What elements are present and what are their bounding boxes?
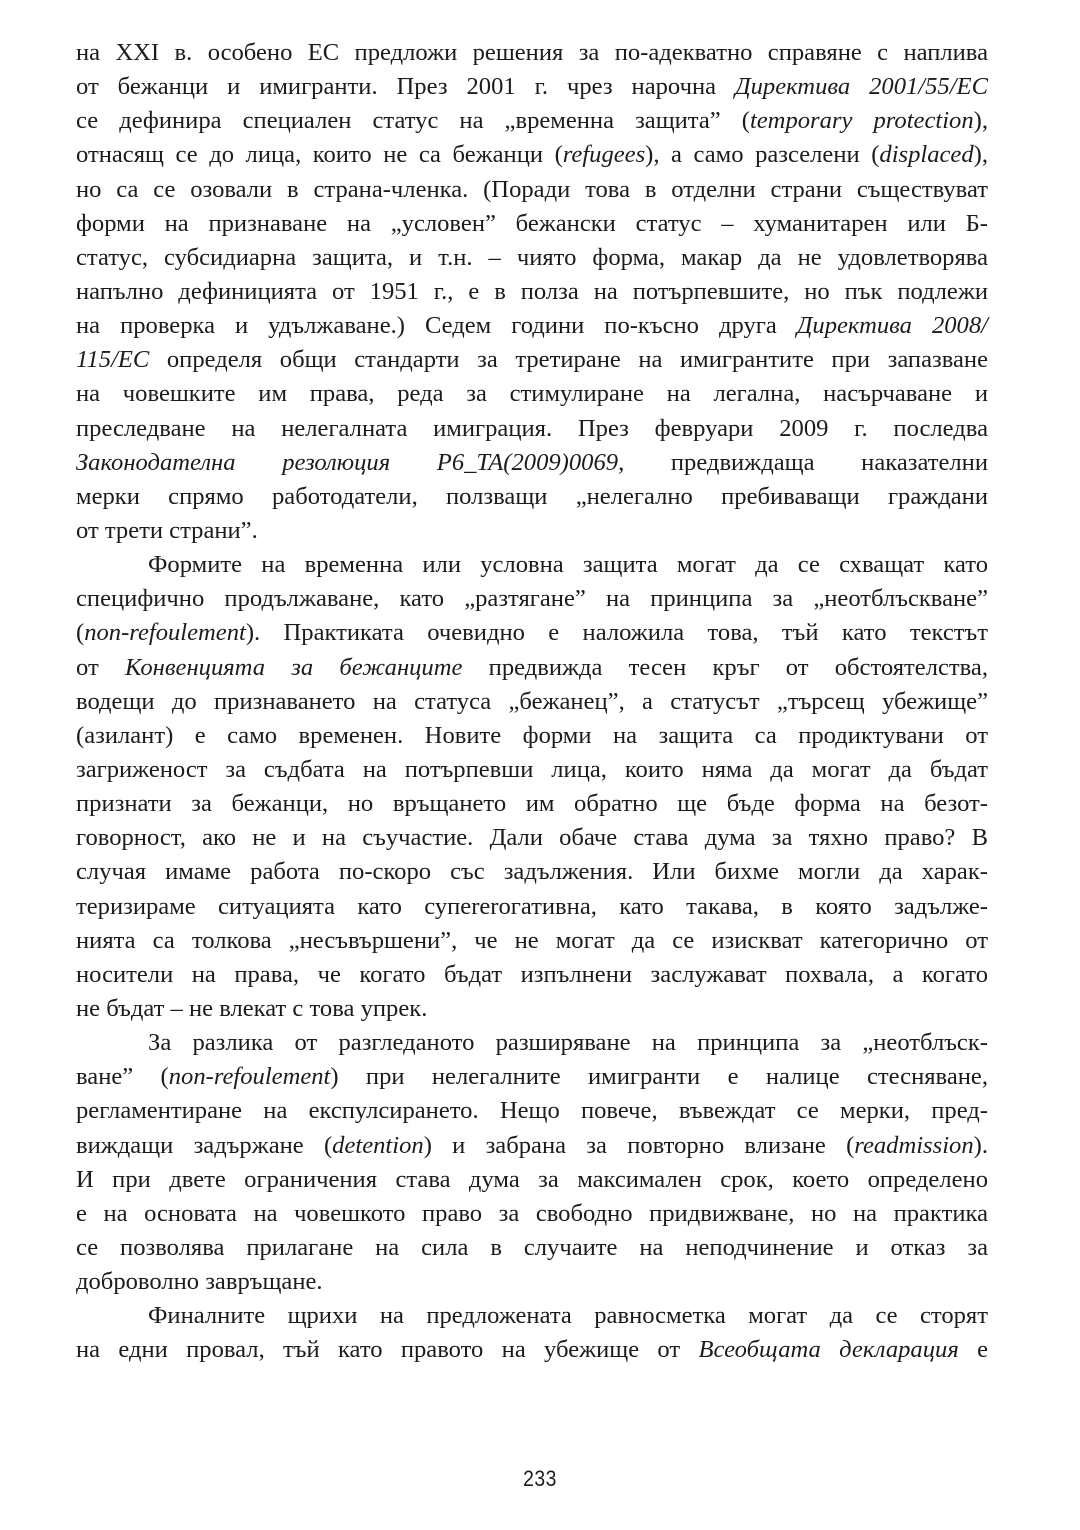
italic-text: non-refoulement bbox=[84, 619, 246, 647]
text-line bbox=[76, 1060, 988, 1094]
text-line bbox=[76, 582, 988, 616]
italic-text: displaced bbox=[879, 141, 974, 169]
text-run: е на основата на човешкото право за свободно придвижване, но на практика bbox=[76, 1199, 988, 1227]
text-run: регламентиране на експулсирането. Нещо повече, въвеждат се мерки, пред- bbox=[76, 1097, 988, 1125]
text-line bbox=[76, 1163, 988, 1197]
text-run: специфично продължаване, като „разтягане” на принципа за „неотблъскване” bbox=[76, 585, 988, 613]
text-line bbox=[76, 548, 988, 582]
text-line bbox=[76, 1129, 988, 1163]
text-line bbox=[76, 412, 988, 446]
text-run: виждащи задържане ( bbox=[76, 1131, 333, 1159]
text-line bbox=[76, 446, 988, 480]
text-line bbox=[76, 1333, 988, 1367]
text-run: на проверка и удължаване.) Седем години по-късно друга bbox=[76, 312, 797, 340]
text-run: се дефинира специален статус на „временна защита” ( bbox=[76, 107, 750, 135]
text-line bbox=[76, 1231, 988, 1265]
text-run: ), а само разселени ( bbox=[645, 141, 880, 169]
italic-text: temporary protection bbox=[749, 107, 974, 135]
text-line bbox=[76, 1094, 988, 1128]
text-run: мерки спрямо работодатели, ползващи „нелегално пребиваващи граждани bbox=[76, 482, 988, 510]
text-run: на XXI в. особено ЕС предложи решения за по-адекватно справяне с наплива bbox=[76, 39, 988, 66]
text-run: загриженост за съдбата на потърпевши лица, които няма да могат да бъдат bbox=[76, 755, 988, 783]
page-number: 233 bbox=[523, 1466, 557, 1491]
italic-text: Законодателна резолюция P6_TA(2009)0069 bbox=[76, 448, 619, 476]
text-run: (азилант) е само временен. Новите форми на защита са продиктувани от bbox=[76, 721, 988, 749]
text-line bbox=[76, 241, 988, 275]
text-run: статус, субсидиарна защита, и т.н. – чиято форма, макар да не удовлетворява bbox=[76, 243, 988, 271]
text-run: ) и забрана за повторно влизане ( bbox=[423, 1131, 855, 1159]
text-run: от bbox=[76, 653, 125, 681]
text-run: предвижда тесен кръг от обстоятелства, bbox=[462, 653, 988, 681]
text-line bbox=[76, 173, 988, 207]
text-line bbox=[76, 480, 988, 514]
text-run: напълно дефиницията от 1951 г., е в полза на потърпевшите, но пък подлежи bbox=[76, 277, 988, 305]
paragraph-2 bbox=[76, 548, 988, 1026]
paragraph-1 bbox=[76, 36, 988, 548]
text-run: ване” ( bbox=[76, 1063, 169, 1091]
text-run: доброволно завръщане. bbox=[76, 1268, 323, 1296]
text-line bbox=[76, 514, 988, 548]
text-run: ). Практиката очевидно е наложила това, тъй като текстът bbox=[245, 619, 988, 647]
text-run: е bbox=[958, 1336, 988, 1364]
text-run: ). bbox=[973, 1131, 988, 1159]
page-body bbox=[76, 36, 988, 1367]
text-line bbox=[76, 821, 988, 855]
italic-text: Директива 2008/ bbox=[796, 312, 988, 340]
text-line bbox=[76, 958, 988, 992]
text-line bbox=[76, 685, 988, 719]
text-run: от трети страни”. bbox=[76, 516, 258, 544]
text-line bbox=[76, 309, 988, 343]
text-run: теризираме ситуацията като супererогативна, като такава, в която задълже- bbox=[76, 892, 988, 920]
italic-text: non-refoulement bbox=[168, 1063, 331, 1091]
text-line bbox=[76, 275, 988, 309]
text-run: За разлика от разгледаното разширяване на принципа за „неотблъск- bbox=[148, 1029, 988, 1057]
text-run: на човешките им права, реда за стимулиране на легална, насърчаване и bbox=[76, 380, 988, 408]
italic-text: 115/ЕС bbox=[76, 346, 150, 374]
text-run: форми на признаване на „условен” бежански статус – хуманитарен или Б- bbox=[76, 209, 988, 237]
text-run: отнасящ се до лица, които не са бежанци ( bbox=[76, 141, 563, 169]
text-line bbox=[76, 377, 988, 411]
italic-text: Конвенцията за бежанците bbox=[124, 653, 463, 681]
text-line bbox=[76, 753, 988, 787]
paragraph-4 bbox=[76, 1299, 988, 1367]
text-run: , предвиждаща наказателни bbox=[618, 448, 988, 476]
text-line bbox=[76, 924, 988, 958]
text-line bbox=[76, 207, 988, 241]
text-run: говорност, ако не и на съучастие. Дали обаче става дума за тяхно право? В bbox=[76, 824, 988, 852]
text-line bbox=[76, 104, 988, 138]
text-run: Финалните щрихи на предложената равносметка могат да се сторят bbox=[148, 1302, 988, 1330]
text-line bbox=[76, 1299, 988, 1333]
text-line bbox=[76, 70, 988, 104]
text-run: ), bbox=[973, 141, 988, 169]
text-run: нията са толкова „несъвършени”, че не могат да се изискват категорично от bbox=[76, 926, 988, 954]
text-line bbox=[76, 343, 988, 377]
text-line bbox=[76, 36, 988, 70]
text-run: ( bbox=[76, 619, 85, 647]
text-line bbox=[76, 138, 988, 172]
paragraph-3 bbox=[76, 1026, 988, 1299]
text-run: водещи до признаването на статуса „бежанец”, а статусът „търсещ убежище” bbox=[76, 687, 988, 715]
text-line bbox=[76, 890, 988, 924]
text-run: но са се озовали в страна-членка. (Поради това в отделни страни съществуват bbox=[76, 175, 988, 203]
text-run: случая имаме работа по-скоро със задължения. Или бихме могли да харак- bbox=[76, 858, 988, 886]
text-line bbox=[76, 616, 988, 650]
text-run: преследване на нелегалната имиграция. През февруари 2009 г. последва bbox=[76, 414, 988, 442]
text-run: се позволява прилагане на сила в случаите на неподчинение и отказ за bbox=[76, 1233, 988, 1261]
text-run: не бъдат – не влекат с това упрек. bbox=[76, 994, 428, 1022]
text-line bbox=[76, 855, 988, 889]
text-line bbox=[76, 787, 988, 821]
italic-text: detention bbox=[332, 1131, 424, 1159]
text-run: определя общи стандарти за третиране на имигрантите при запазване bbox=[149, 346, 988, 374]
text-run: ) при нелегалните имигранти е налице стесняване, bbox=[330, 1063, 988, 1091]
text-run: Формите на временна или условна защита могат да се схващат като bbox=[148, 551, 988, 579]
text-line bbox=[76, 651, 988, 685]
text-line bbox=[76, 1265, 988, 1299]
italic-text: refugees bbox=[562, 141, 646, 169]
text-run: от бежанци и имигранти. През 2001 г. чрез нарочна bbox=[76, 73, 735, 101]
italic-text: Всеобщата декларация bbox=[698, 1336, 959, 1364]
text-line bbox=[76, 992, 988, 1026]
italic-text: readmission bbox=[854, 1131, 974, 1159]
text-line bbox=[76, 1026, 988, 1060]
text-run: признати за бежанци, но връщането им обратно ще бъде форма на безот- bbox=[76, 790, 988, 818]
text-run: И при двете ограничения става дума за максимален срок, което определено bbox=[76, 1165, 988, 1193]
text-run: ), bbox=[973, 107, 988, 135]
text-run: на едни провал, тъй като правото на убежище от bbox=[76, 1336, 699, 1364]
italic-text: Директива 2001/55/ЕС bbox=[734, 73, 988, 101]
text-run: носители на права, че когато бъдат изпълнени заслужават похвала, а когато bbox=[76, 960, 988, 988]
text-line bbox=[76, 1197, 988, 1231]
text-line bbox=[76, 719, 988, 753]
